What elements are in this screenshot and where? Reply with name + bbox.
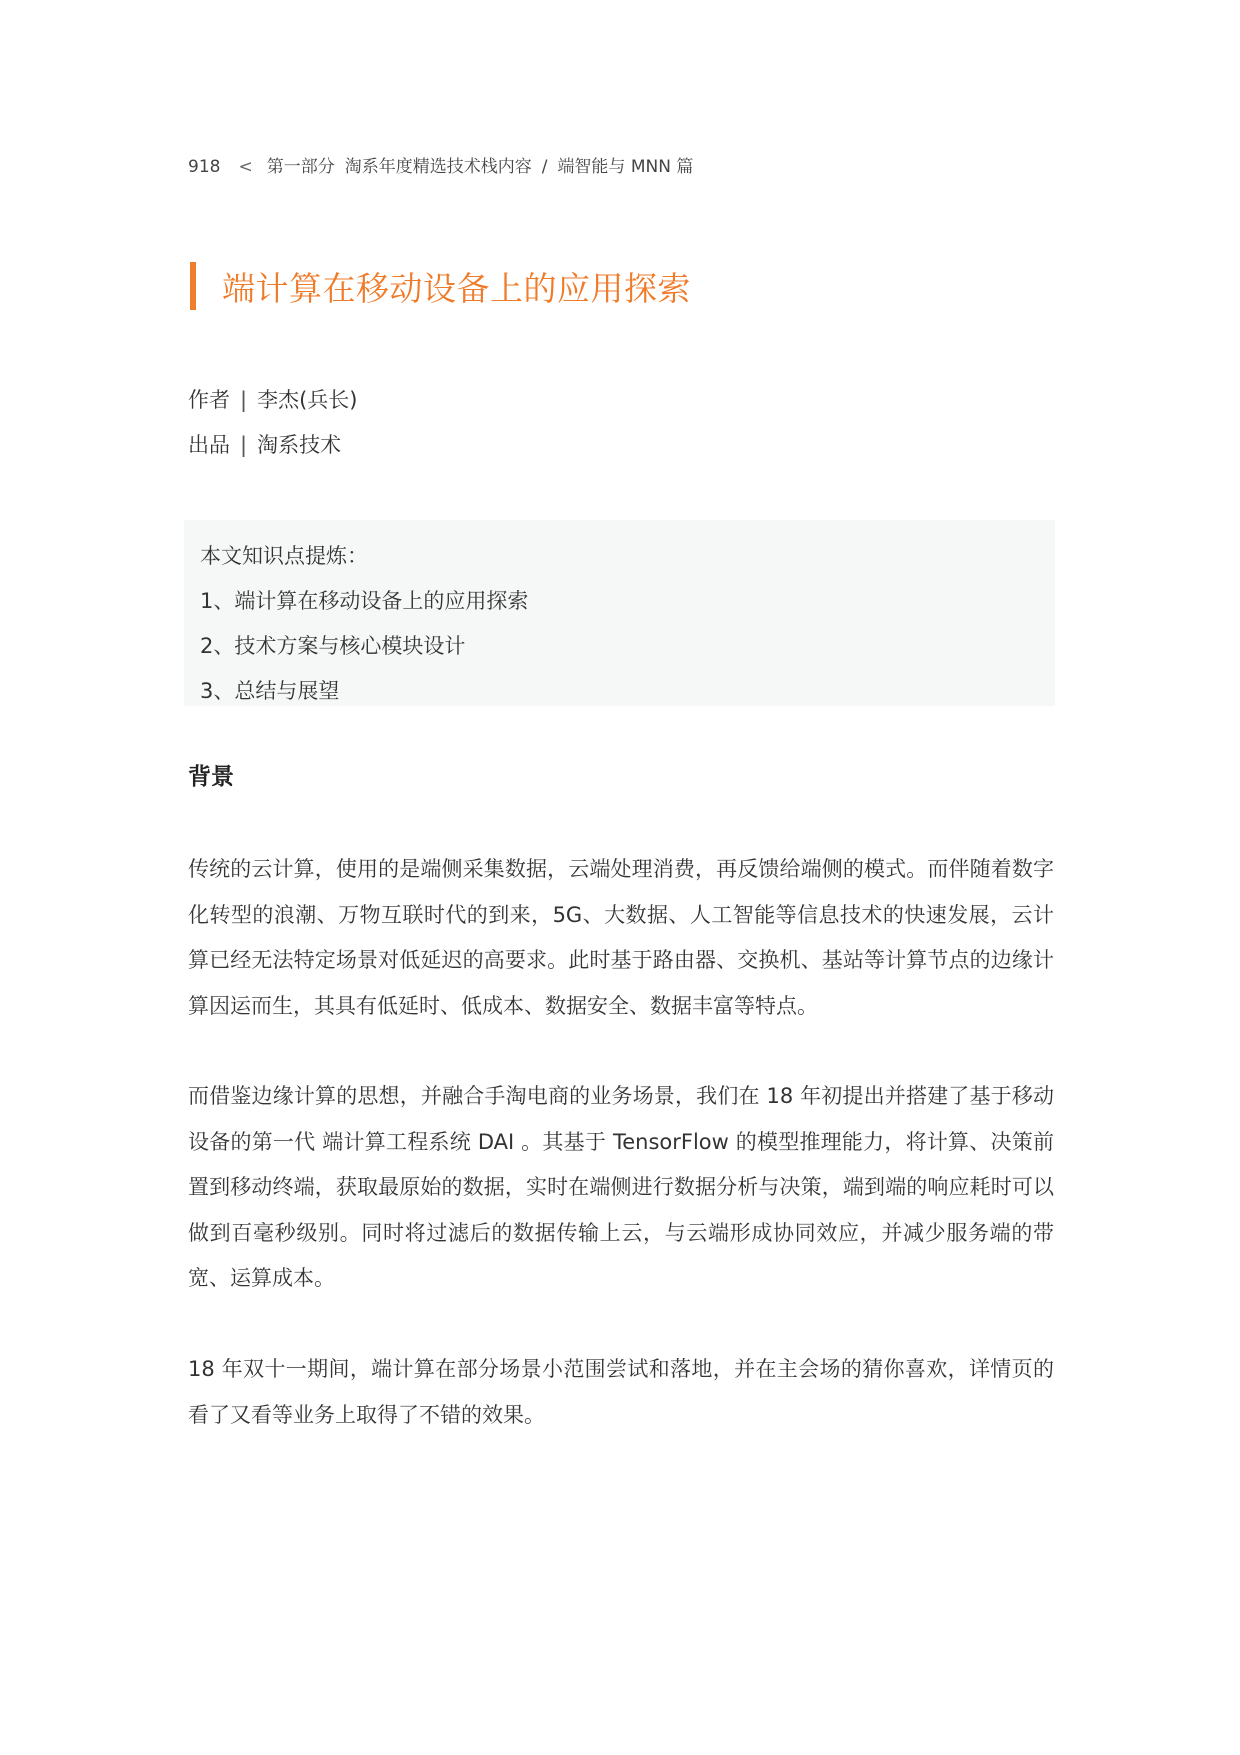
summary-box <box>184 520 1055 706</box>
body-paragraph: 传统的云计算，使用的是端侧采集数据，云端处理消费，再反馈给端侧的模式。而伴随着数字化转型的浪潮、万物互联时代的到来，5G、大数据、人工智能等信息技术的快速发展，云计算已经无法特定场景对低延迟的高要求。此时基于路由器、交换机、基站等计算节点的边缘计算因运而生，其具有低延时、低成本、数据安全、数据丰富等特点。 <box>188 857 1054 1018</box>
header-slash: / <box>541 157 548 177</box>
page-number: 918 <box>188 157 221 177</box>
publisher-name: 淘系技术 <box>257 433 342 457</box>
header-book: 淘系年度精选技术栈内容 <box>344 157 532 177</box>
summary-item: 1、端计算在移动设备上的应用探索 <box>200 589 529 613</box>
publisher-label: 出品 <box>188 433 230 457</box>
header-separator: < <box>238 157 253 177</box>
summary-heading: 本文知识点提炼： <box>200 544 368 568</box>
title-accent-bar <box>190 262 196 310</box>
author-separator: | <box>240 388 248 412</box>
body-paragraph: 18 年双十一期间，端计算在部分场景小范围尝试和落地，并在主会场的猜你喜欢，详情页的看了又看等业务上取得了不错的效果。 <box>188 1357 1054 1427</box>
summary-item: 3、总结与展望 <box>200 679 340 703</box>
article-title-block <box>190 262 691 310</box>
running-header <box>188 152 693 177</box>
author-label: 作者 <box>188 388 230 412</box>
header-part: 第一部分 <box>266 157 335 177</box>
section-heading: 背景 <box>188 764 234 790</box>
header-chapter: 端智能与 MNN 篇 <box>557 157 694 177</box>
publisher-separator: | <box>240 433 248 457</box>
author-name: 李杰(兵长) <box>257 388 358 412</box>
article-title: 端计算在移动设备上的应用探索 <box>222 268 691 308</box>
byline-author <box>188 384 357 414</box>
byline-publisher <box>188 429 341 459</box>
summary-item: 2、技术方案与核心模块设计 <box>200 634 466 658</box>
body-paragraph: 而借鉴边缘计算的思想，并融合手淘电商的业务场景，我们在 18 年初提出并搭建了基于移动设备的第一代 端计算工程系统 DAI 。其基于 TensorFlow 的模型推理能力，将计算、决策前置到移动终端，获取最原始的数据，实时在端侧进行数据分析与决策，端到端的响应耗时可以做到百毫秒级别。同时将过滤后的数据传输上云，与云端形成协同效应，并减少服务端的带宽、运算成本。 <box>188 1084 1054 1290</box>
